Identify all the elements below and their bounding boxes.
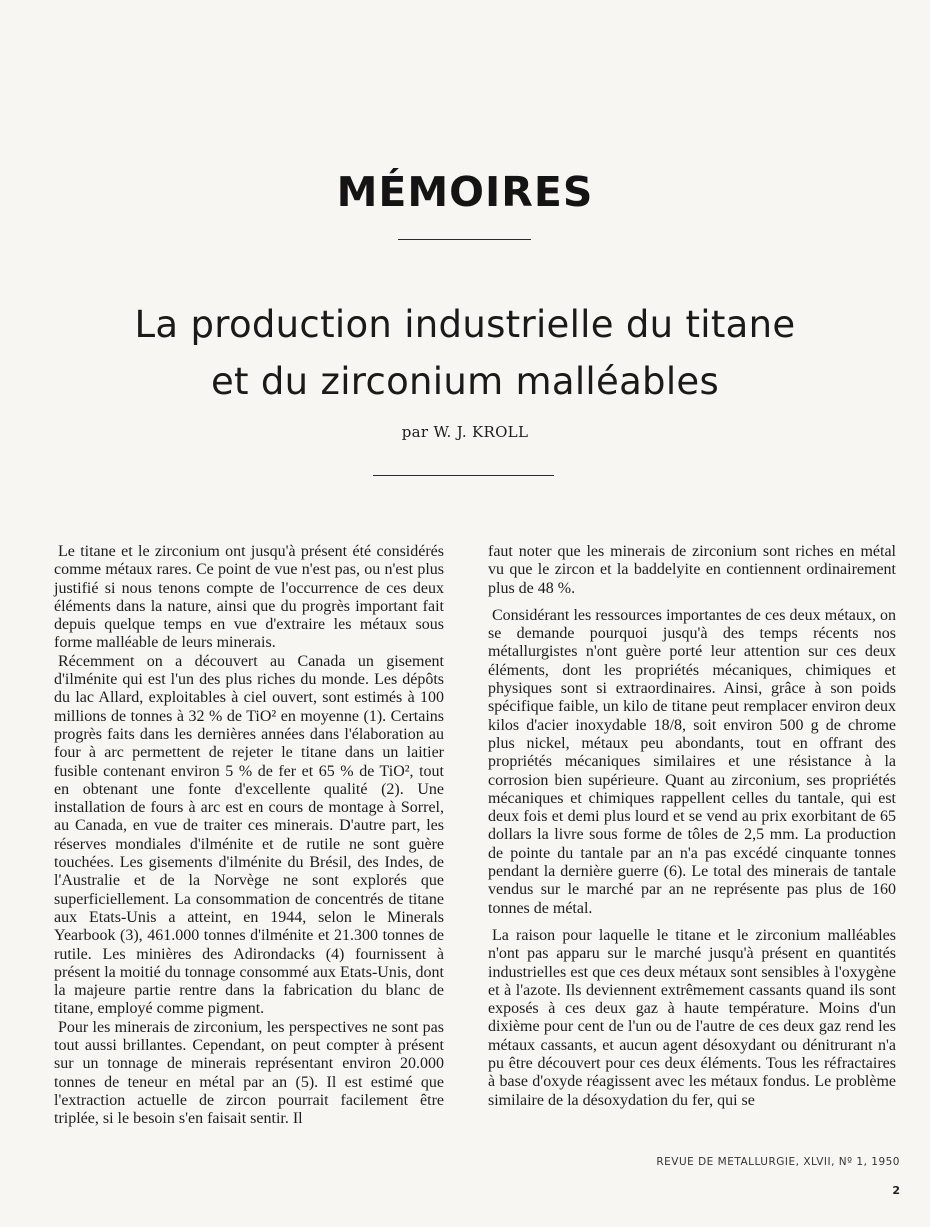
page-number: 2	[892, 1184, 900, 1197]
section-heading: MÉMOIRES	[336, 168, 594, 216]
paragraph: faut noter que les minerais de zirconium sont riches en métal vu que le zircon et la baddelyite en contiennent ordinairement plus de 48 %.	[488, 543, 896, 597]
byline-rule	[373, 475, 554, 476]
journal-citation: REVUE DE METALLURGIE, XLVII, Nº 1, 1950	[656, 1156, 900, 1168]
byline: par W. J. KROLL	[401, 423, 529, 441]
right-column	[488, 543, 896, 1110]
paragraph: Pour les minerais de zirconium, les perspectives ne sont pas tout aussi brillantes. Cependant, on peut compter à présent sur un tonnage de minerais représentant environ 20.000 tonnes de teneur en métal par an (5). Il est estimé que l'extraction actuelle de zircon pourrait facilement être triplée, si le besoin s'en faisait sentir. Il	[54, 1018, 444, 1128]
paragraph: Le titane et le zirconium ont jusqu'à présent été considérés comme métaux rares. Ce point de vue n'est pas, ou n'est plus justifié si nous tenons compte de l'occurrence de ces deux éléments dans la nature, ainsi que du progrès important fait depuis quelque temps en vue d'extraire les métaux sous forme malléable de leurs minerais.	[54, 543, 444, 652]
article-title-line-1: La production industrielle du titane	[134, 303, 796, 346]
article-title-line-2: et du zirconium malléables	[210, 360, 720, 403]
paragraph: Récemment on a découvert au Canada un gisement d'ilménite qui est l'un des plus riches du monde. Les dépôts du lac Allard, exploitables à ciel ouvert, sont estimés à 100 millions de tonnes à 32 % de TiO² en moyenne (1). Certains progrès faits dans les dernières années dans l'élaboration au four à arc permettent de rejeter le titane dans un laitier fusible contenant environ 5 % de fer et 65 % de TiO², tout en obtenant une fonte d'excellente qualité (2). Une installation de fours à arc est en cours de montage à Sorrel, au Canada, en vue de traiter ces minerais. D'autre part, les réserves mondiales d'ilménite et de rutile ne sont guère touchées. Les gisements d'ilménite du Brésil, des Indes, de l'Australie et de la Norvège ne sont explorés que superficiellement. La consommation de concentrés de titane aux Etats-Unis a atteint, en 1944, selon le Minerals Yearbook (3), 461.000 tonnes d'ilménite et 21.300 tonnes de rutile. Les minières des Adirondacks (4) fournissent à présent la moitié du tonnage consommé aux Etats-Unis, dont la majeure partie rentre dans la fabrication du blanc de titane, employé comme pigment.	[54, 652, 444, 1018]
heading-rule	[398, 239, 531, 240]
left-column	[54, 543, 444, 1129]
article-title	[0, 296, 930, 410]
paragraph: La raison pour laquelle le titane et le zirconium malléables n'ont pas apparu sur le marché jusqu'à présent en quantités industrielles est que ces deux métaux sont sensibles à l'oxygène et à l'azote. Ils deviennent extrêmement cassants quand ils sont exposés à ces deux gaz à haute température. Moins d'un dixième pour cent de l'un ou de l'autre de ces deux gaz rend les métaux cassants, et aucun agent désoxydant ou dénitrurant n'a pu être découvert pour ces deux éléments. Tous les réfractaires à base d'oxyde réagissent avec les métaux fondus. Le problème similaire de la désoxydation du fer, qui se	[488, 926, 896, 1109]
paragraph: Considérant les ressources importantes de ces deux métaux, on se demande pourquoi jusqu'à des temps récents nos métallurgistes n'ont guère porté leur attention sur ces deux éléments, dont les propriétés mécaniques, chimiques et physiques sont si extraordinaires. Ainsi, grâce à son poids spécifique faible, un kilo de titane peut remplacer environ deux kilos d'acier inoxydable 18/8, soit environ 500 g de chrome plus nickel, métaux peu abondants, tout en offrant des propriétés mécaniques similaires et une résistance à la corrosion bien supérieure. Quant au zirconium, ses propriétés mécaniques et chimiques rappellent celles du tantale, qui est deux fois et demi plus lourd et se vend au prix exorbitant de 65 dollars la livre sous forme de tôles de 2,5 mm. La production de pointe du tantale par an n'a pas excédé cinquante tonnes pendant la dernière guerre (6). Le total des minerais de tantale vendus sur le marché par an ne représente pas plus de 160 tonnes de métal.	[488, 606, 896, 917]
